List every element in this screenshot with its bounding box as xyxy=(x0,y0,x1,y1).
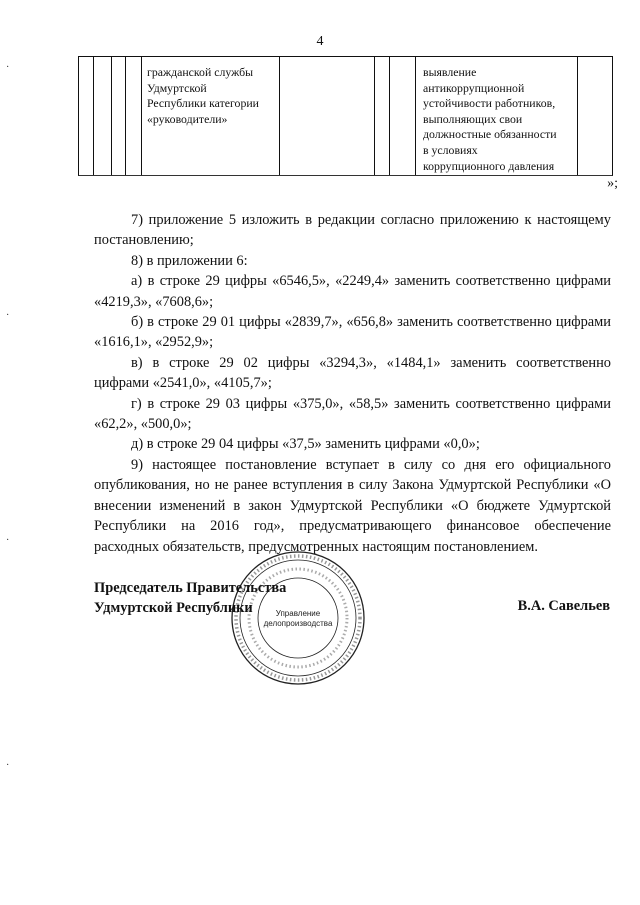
cell-line: должностные обязанности xyxy=(423,127,557,142)
signature-title-line: Удмуртской Республики xyxy=(94,600,253,616)
table-fragment xyxy=(78,56,613,176)
signature-title-line: Председатель Правительства xyxy=(94,580,287,596)
stamp-text: делопроизводства xyxy=(263,619,333,628)
cell-line: устойчивости работников, xyxy=(423,96,556,111)
paragraph: б) в строке 29 01 цифры «2839,7», «656,8» заменить соответственно цифрами «1616,1», «2952,9»; xyxy=(94,314,611,351)
document-body xyxy=(94,210,611,557)
cell-line: антикоррупционной xyxy=(423,80,525,95)
cell-line: «руководители» xyxy=(147,111,228,126)
cell-line: Удмуртской xyxy=(147,80,207,95)
paragraph: г) в строке 29 03 цифры «375,0», «58,5» заменить соответственно цифрами «62,2», «500,0»; xyxy=(94,395,611,433)
paragraph: д) в строке 29 04 цифры «37,5» заменить цифрами «0,0»; xyxy=(131,436,480,453)
table-column-divider xyxy=(141,57,142,175)
table-closing-quote: »; xyxy=(607,176,618,191)
table-column-divider xyxy=(389,57,390,175)
table-cell-goal xyxy=(423,65,583,174)
round-seal-stamp xyxy=(228,548,368,688)
paragraph: а) в строке 29 цифры «6546,5», «2249,4» заменить соответственно цифрами «4219,3», «7608,6»; xyxy=(94,273,611,310)
margin-mark: · xyxy=(6,310,10,321)
table-column-divider xyxy=(374,57,375,175)
margin-mark: · xyxy=(6,535,10,546)
margin-mark: · xyxy=(6,760,10,771)
page-number: 4 xyxy=(316,34,324,49)
margin-mark: · xyxy=(6,62,10,73)
cell-line: Республики категории xyxy=(147,96,259,111)
table-column-divider xyxy=(279,57,280,175)
paragraph: 9) настоящее постановление вступает в силу со дня его официального опубликования, но не ранее вступления в силу Закона Удмуртской Республики «О внесении изменений в закон Удмуртской Республики «О бюджете Удмуртской Республики на 2016 год», предусматривающего финансовое обеспечение расходных обязательств, предусмотренных настоящим постановлением. xyxy=(94,456,611,555)
paragraph: 7) приложение 5 изложить в редакции согласно приложению к настоящему постановлению; xyxy=(94,212,611,249)
stamp-text: Управление xyxy=(275,609,321,618)
cell-line: выполняющих свои xyxy=(423,111,523,126)
paragraph: 8) в приложении 6: xyxy=(131,252,248,269)
cell-line: гражданской службы xyxy=(147,65,253,79)
cell-line: коррупционного давления xyxy=(423,158,555,173)
cell-line: выявление xyxy=(423,65,477,79)
table-column-divider xyxy=(125,57,126,175)
signatory-name: В.А. Савельев xyxy=(517,598,610,614)
table-cell-name xyxy=(147,65,279,127)
table-column-divider xyxy=(111,57,112,175)
paragraph: в) в строке 29 02 цифры «3294,3», «1484,1» заменить соответственно цифрами «2541,0», «4105,7»; xyxy=(94,354,611,392)
table-column-divider xyxy=(93,57,94,175)
table-column-divider xyxy=(415,57,416,175)
cell-line: в условиях xyxy=(423,142,478,157)
signature-title xyxy=(94,578,286,618)
